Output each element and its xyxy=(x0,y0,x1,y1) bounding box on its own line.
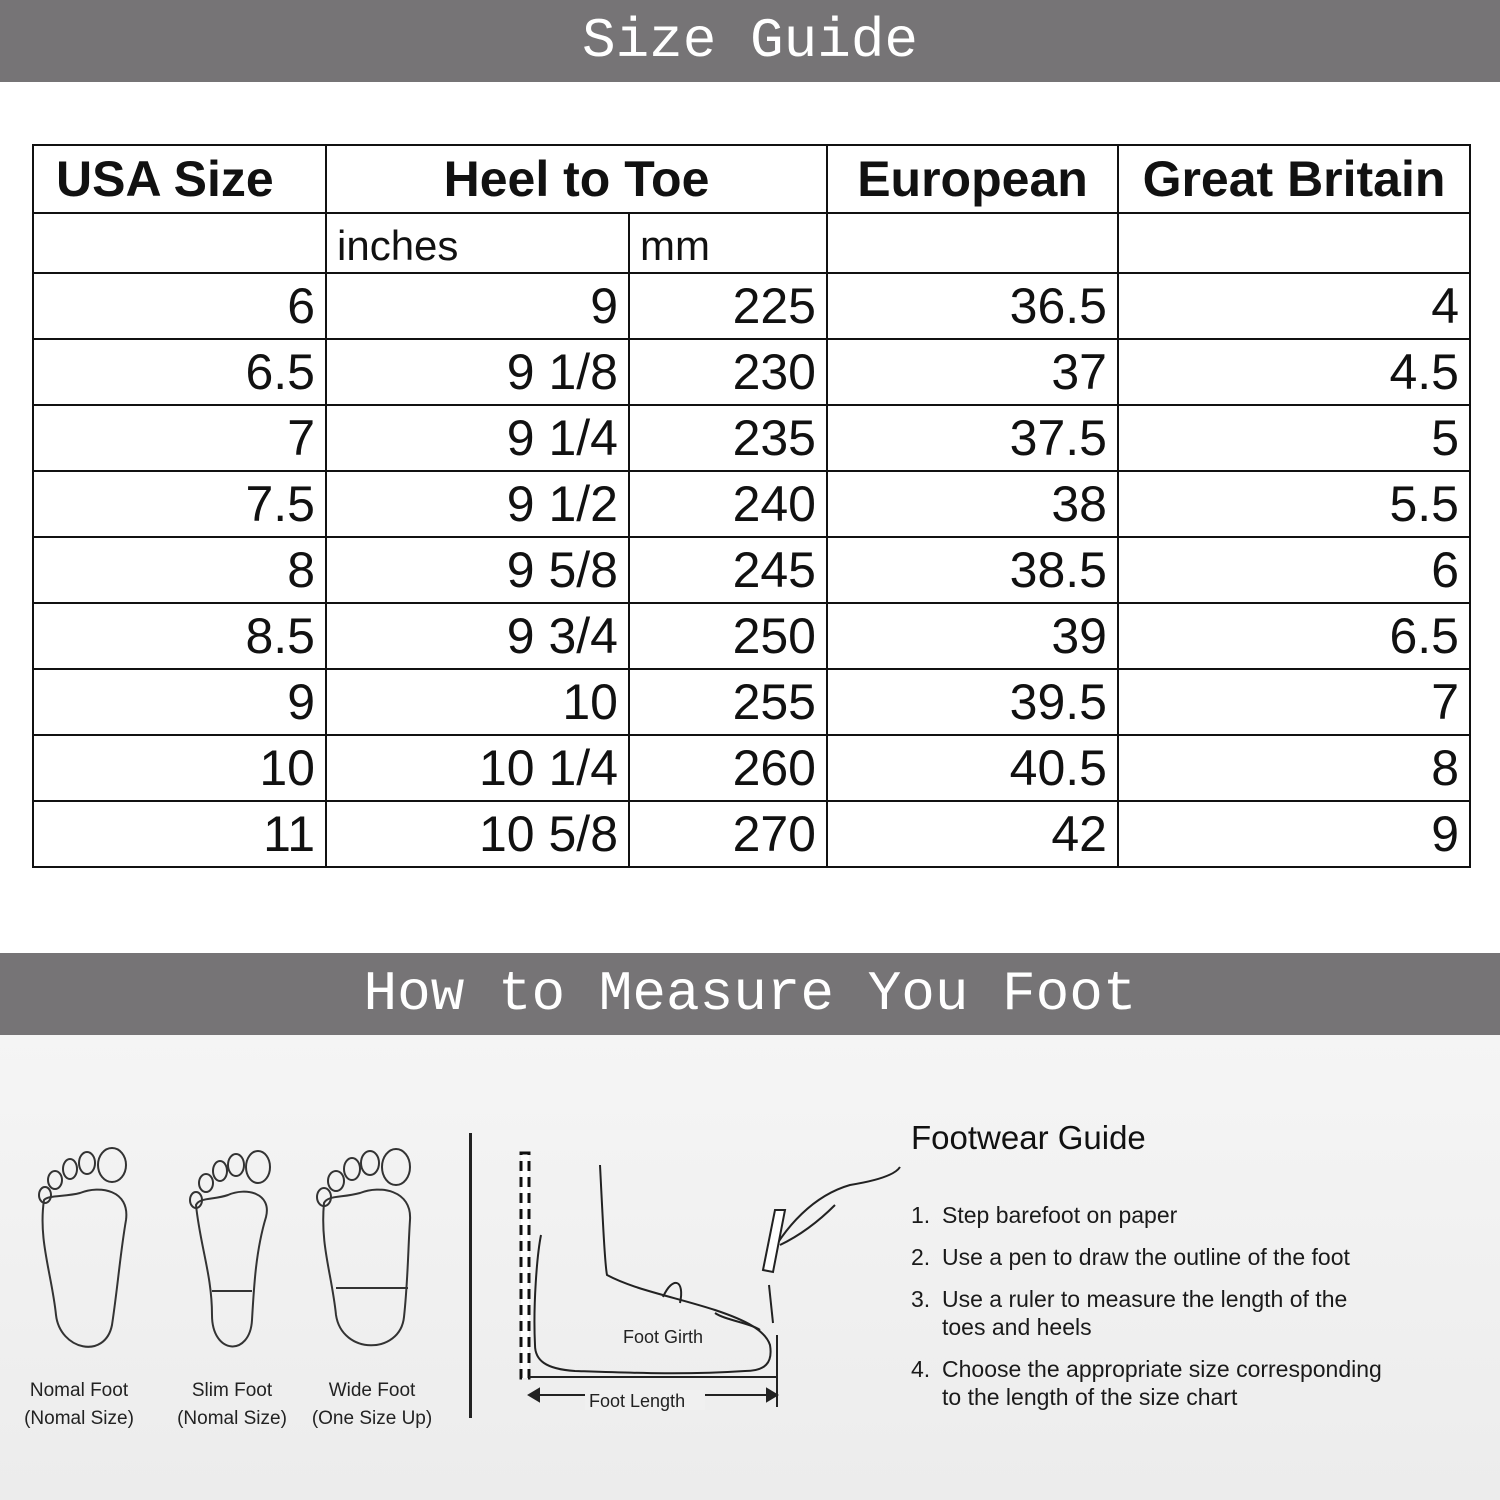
normal-foot-caption xyxy=(10,1377,148,1433)
cell-european: 39.5 xyxy=(827,669,1118,735)
cell-usa-size: 11 xyxy=(33,801,326,867)
cell-mm: 235 xyxy=(629,405,827,471)
step-text: Step barefoot on paper xyxy=(942,1202,1178,1228)
step-text-continued: to the length of the size chart xyxy=(942,1384,1238,1410)
subheader-empty xyxy=(1118,213,1470,273)
cell-european: 38.5 xyxy=(827,537,1118,603)
header-great-britain: Great Britain xyxy=(1118,145,1470,213)
cell-usa-size: 9 xyxy=(33,669,326,735)
table-row xyxy=(33,735,1470,801)
cell-usa-size: 10 xyxy=(33,735,326,801)
guide-step xyxy=(911,1201,1382,1229)
table-row xyxy=(33,801,1470,867)
caption-line: Nomal Foot xyxy=(29,1380,129,1401)
table-row xyxy=(33,273,1470,339)
foot-measuring-diagram-icon xyxy=(515,1145,905,1425)
subheader-inches: inches xyxy=(326,213,629,273)
footwear-guide-title: Footwear Guide xyxy=(911,1119,1146,1156)
subheader-empty xyxy=(827,213,1118,273)
caption-line: Slim Foot xyxy=(191,1380,273,1401)
guide-step xyxy=(911,1285,1382,1341)
cell-inches: 10 5/8 xyxy=(326,801,629,867)
normal-foot-icon xyxy=(30,1145,140,1365)
foot-girth-label: Foot Girth xyxy=(623,1327,704,1347)
measure-banner: How to Measure You Foot xyxy=(0,953,1500,1035)
step-text: Use a pen to draw the outline of the foot xyxy=(942,1244,1350,1270)
header-usa-size: USA Size xyxy=(33,145,326,213)
cell-great-britain: 8 xyxy=(1118,735,1470,801)
cell-inches: 9 1/4 xyxy=(326,405,629,471)
divider xyxy=(469,1133,472,1418)
cell-inches: 10 xyxy=(326,669,629,735)
wide-foot-caption xyxy=(303,1377,441,1433)
table-row xyxy=(33,603,1470,669)
cell-inches: 9 3/4 xyxy=(326,603,629,669)
step-text: Choose the appropriate size corresponding xyxy=(942,1356,1382,1382)
caption-line: (One Size Up) xyxy=(311,1408,433,1429)
measure-section xyxy=(0,1035,1500,1500)
cell-great-britain: 6 xyxy=(1118,537,1470,603)
cell-inches: 9 5/8 xyxy=(326,537,629,603)
cell-great-britain: 4.5 xyxy=(1118,339,1470,405)
table-row xyxy=(33,537,1470,603)
step-number: 4. xyxy=(911,1356,931,1382)
cell-usa-size: 8.5 xyxy=(33,603,326,669)
step-text-continued: toes and heels xyxy=(942,1314,1092,1340)
cell-great-britain: 9 xyxy=(1118,801,1470,867)
size-chart-table xyxy=(32,144,1471,868)
cell-great-britain: 6.5 xyxy=(1118,603,1470,669)
subheader-mm: mm xyxy=(629,213,827,273)
cell-european: 37 xyxy=(827,339,1118,405)
guide-steps xyxy=(911,1201,1382,1425)
cell-mm: 250 xyxy=(629,603,827,669)
cell-usa-size: 7 xyxy=(33,405,326,471)
table-row xyxy=(33,471,1470,537)
cell-inches: 9 1/2 xyxy=(326,471,629,537)
table-header-row xyxy=(33,145,1470,213)
cell-great-britain: 7 xyxy=(1118,669,1470,735)
wide-foot-icon xyxy=(310,1145,420,1365)
cell-mm: 255 xyxy=(629,669,827,735)
slim-foot-icon xyxy=(180,1145,280,1365)
cell-european: 36.5 xyxy=(827,273,1118,339)
guide-step xyxy=(911,1355,1382,1411)
cell-mm: 245 xyxy=(629,537,827,603)
caption-line: (Nomal Size) xyxy=(177,1408,287,1429)
caption-line: Wide Foot xyxy=(328,1380,416,1401)
cell-great-britain: 5.5 xyxy=(1118,471,1470,537)
cell-mm: 225 xyxy=(629,273,827,339)
cell-mm: 240 xyxy=(629,471,827,537)
cell-european: 42 xyxy=(827,801,1118,867)
cell-usa-size: 6 xyxy=(33,273,326,339)
step-number: 3. xyxy=(911,1286,931,1312)
subheader-empty xyxy=(33,213,326,273)
cell-inches: 9 1/8 xyxy=(326,339,629,405)
header-heel-to-toe: Heel to Toe xyxy=(326,145,827,213)
cell-inches: 10 1/4 xyxy=(326,735,629,801)
foot-length-label: Foot Length xyxy=(589,1391,686,1411)
guide-step xyxy=(911,1243,1382,1271)
cell-mm: 260 xyxy=(629,735,827,801)
cell-mm: 230 xyxy=(629,339,827,405)
cell-mm: 270 xyxy=(629,801,827,867)
cell-usa-size: 6.5 xyxy=(33,339,326,405)
cell-inches: 9 xyxy=(326,273,629,339)
cell-european: 39 xyxy=(827,603,1118,669)
table-row xyxy=(33,339,1470,405)
cell-usa-size: 8 xyxy=(33,537,326,603)
slim-foot-caption xyxy=(163,1377,301,1433)
cell-great-britain: 5 xyxy=(1118,405,1470,471)
cell-european: 37.5 xyxy=(827,405,1118,471)
cell-european: 38 xyxy=(827,471,1118,537)
table-row xyxy=(33,669,1470,735)
cell-european: 40.5 xyxy=(827,735,1118,801)
table-row xyxy=(33,405,1470,471)
step-number: 1. xyxy=(911,1202,931,1228)
caption-line: (Nomal Size) xyxy=(24,1408,134,1429)
cell-great-britain: 4 xyxy=(1118,273,1470,339)
step-text: Use a ruler to measure the length of the xyxy=(942,1286,1348,1312)
size-guide-banner: Size Guide xyxy=(0,0,1500,82)
step-number: 2. xyxy=(911,1244,931,1270)
cell-usa-size: 7.5 xyxy=(33,471,326,537)
table-subheader-row xyxy=(33,213,1470,273)
header-european: European xyxy=(827,145,1118,213)
